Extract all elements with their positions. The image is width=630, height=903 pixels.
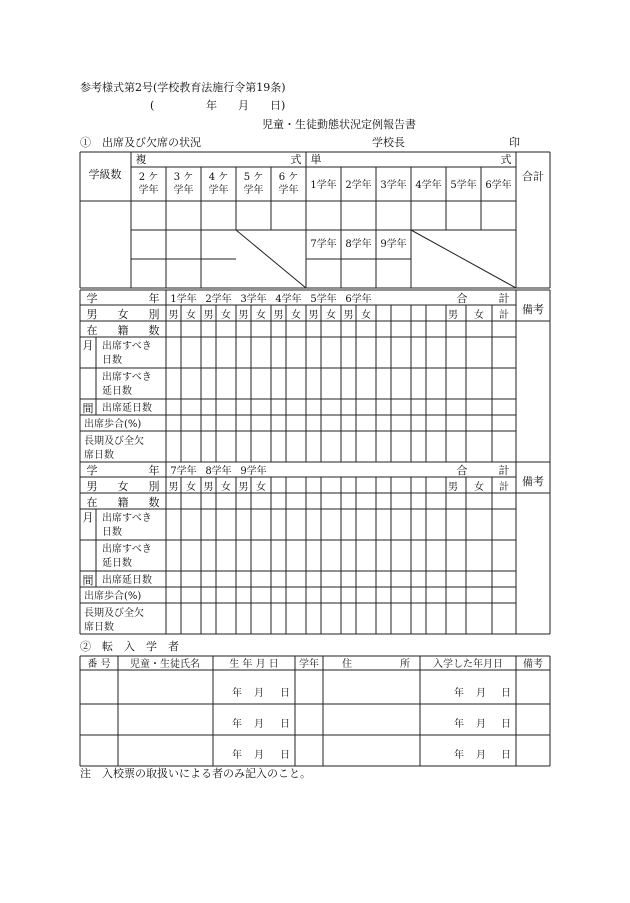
att-b-period-tsuki: 月 — [82, 511, 94, 524]
transfer-birth-day: 日 — [280, 750, 290, 761]
att-a-grade-header: 4学年 — [275, 294, 302, 305]
transfer-birth-month: 月 — [254, 688, 264, 699]
att-b-male: 男 — [168, 482, 179, 493]
att-b-sex-betsu: 別 — [148, 480, 160, 493]
note: 注 入校票の取扱いによる者のみ記入のこと。 — [80, 767, 311, 780]
combo-grade-bottom: 学年 — [243, 185, 264, 196]
att-a-female: 女 — [326, 310, 336, 321]
document-title: 児童・生徒動態状況定例報告書 — [262, 118, 416, 131]
att-a-row-line2: 延日数 — [102, 386, 132, 397]
upper-grade-label: 9学年 — [380, 239, 407, 250]
att-a-remarks: 備考 — [522, 303, 544, 316]
att-b-enrolled-c: 数 — [148, 496, 160, 509]
shiki-label: 式 — [290, 153, 302, 166]
single-grade-label: 1学年 — [310, 180, 337, 191]
att-a-enrolled-a: 在 — [86, 324, 98, 337]
combo-grade-bottom: 学年 — [173, 185, 194, 196]
att-b-period-kan: 間 — [82, 574, 94, 587]
att-a-grade-header: 1学年 — [170, 294, 197, 305]
att-b-long-absent-2: 席日数 — [84, 622, 114, 633]
transfer-birth-day: 日 — [280, 688, 290, 699]
att-b-male: 男 — [448, 482, 458, 493]
att-b-grade-header: 7学年 — [170, 466, 197, 477]
combo-grade-top: 3 ケ — [173, 172, 194, 183]
single-grade-label: 4学年 — [415, 180, 442, 191]
transfer-entry-month: 月 — [476, 719, 486, 730]
att-a-row-line1: 出席すべき — [102, 341, 152, 352]
att-b-attendance-rate: 出席歩合(%) — [84, 591, 142, 602]
transfer-address-b: 所 — [400, 659, 410, 670]
att-b-row-line1: 出席すべき — [102, 544, 152, 555]
class-count-label: 学級数 — [88, 168, 122, 181]
att-a-row-line1: 出席すべき — [102, 372, 152, 383]
att-b-sum: 計 — [499, 482, 509, 493]
att-b-enrolled-a: 在 — [86, 496, 98, 509]
transfer-birth-month: 月 — [254, 750, 264, 761]
att-b-sex-f: 女 — [117, 480, 129, 493]
transfer-birth-year: 年 — [232, 688, 242, 699]
transfer-address-a: 住 — [342, 659, 352, 670]
att-a-total-a: 合 — [456, 292, 468, 305]
total-label: 合計 — [522, 170, 544, 183]
att-a-male: 男 — [448, 310, 458, 321]
att-a-sex-m: 男 — [86, 308, 98, 321]
att-b-total-b: 計 — [498, 464, 510, 477]
att-a-long-absent: 長期及び全欠 — [84, 436, 144, 447]
att-a-enrolled-c: 数 — [148, 324, 160, 337]
att-b-male: 男 — [203, 482, 214, 493]
upper-grade-label: 8学年 — [345, 239, 372, 250]
transfer-entry-month: 月 — [476, 750, 486, 761]
att-a-female: 女 — [361, 310, 371, 321]
transfer-entry-year: 年 — [454, 688, 464, 699]
att-a-male: 男 — [203, 310, 214, 321]
transfer-birth-year: 年 — [232, 750, 242, 761]
att-a-grade-header: 3学年 — [240, 294, 267, 305]
section2-heading: ② 転 入 学 者 — [80, 640, 179, 653]
att-a-total-b: 計 — [498, 292, 510, 305]
att-a-period-tsuki: 月 — [82, 339, 94, 352]
att-b-total-a: 合 — [456, 464, 468, 477]
att-b-enrolled-b: 籍 — [117, 496, 129, 509]
att-a-female: 女 — [256, 310, 266, 321]
combo-grade-bottom: 学年 — [208, 185, 229, 196]
transfer-entry-year: 年 — [454, 719, 464, 730]
transfer-entry-day: 日 — [501, 750, 511, 761]
att-a-male: 男 — [308, 310, 319, 321]
transfer-number-header: 番 号 — [87, 659, 111, 670]
diagonal-stroke — [236, 230, 306, 288]
att-a-sex-f: 女 — [117, 308, 129, 321]
single-grade-label: 2学年 — [345, 180, 372, 191]
att-a-grade-label-b: 年 — [148, 292, 160, 305]
upper-grade-label: 7学年 — [310, 239, 337, 250]
date-open-paren: ( — [150, 99, 155, 112]
transfer-birth-header: 生 年 月 日 — [229, 659, 279, 670]
att-a-grade-label-a: 学 — [86, 292, 98, 305]
att-b-row-line1: 出席延日数 — [102, 575, 152, 586]
single-grade-label: 3学年 — [380, 180, 407, 191]
transfer-name-header: 児童・生徒氏名 — [130, 659, 200, 670]
tanshiki-label: 単 — [310, 153, 322, 166]
att-b-row-line2: 日数 — [102, 527, 122, 538]
combo-grade-top: 4 ケ — [208, 172, 229, 183]
att-a-male: 男 — [343, 310, 354, 321]
combo-grade-top: 2 ケ — [138, 172, 159, 183]
transfer-entry-month: 月 — [476, 688, 486, 699]
fukushiki-label: 複 — [135, 153, 147, 166]
att-b-grade-label-a: 学 — [86, 464, 98, 477]
att-b-grade-header: 8学年 — [205, 466, 232, 477]
transfer-birth-month: 月 — [254, 719, 264, 730]
att-a-grade-header: 6学年 — [345, 294, 372, 305]
att-b-grade-header: 9学年 — [240, 466, 267, 477]
att-b-female: 女 — [186, 482, 196, 493]
transfer-birth-year: 年 — [232, 719, 242, 730]
combo-grade-bottom: 学年 — [278, 185, 299, 196]
transfer-entry-header: 入学した年月日 — [433, 659, 503, 670]
date-month-label: 月 — [238, 99, 249, 112]
att-b-female: 女 — [221, 482, 231, 493]
transfer-remarks-header: 備考 — [523, 659, 543, 670]
att-a-enrolled-b: 籍 — [117, 324, 129, 337]
transfer-entry-day: 日 — [501, 688, 511, 699]
att-a-female: 女 — [291, 310, 301, 321]
att-a-grade-header: 5学年 — [310, 294, 337, 305]
single-grade-label: 6学年 — [485, 180, 512, 191]
att-a-male: 男 — [238, 310, 249, 321]
att-a-long-absent-2: 席日数 — [84, 450, 114, 461]
seal-label: 印 — [509, 136, 520, 149]
att-a-grade-header: 2学年 — [205, 294, 232, 305]
att-a-male: 男 — [273, 310, 284, 321]
transfer-entry-year: 年 — [454, 750, 464, 761]
att-a-row-line1: 出席延日数 — [102, 403, 152, 414]
att-b-female: 女 — [256, 482, 266, 493]
att-b-grade-label-b: 年 — [148, 464, 160, 477]
att-b-sex-m: 男 — [86, 480, 98, 493]
principal-label: 学校長 — [372, 136, 405, 149]
date-year-label: 年 — [206, 99, 217, 112]
transfer-grade-header: 学年 — [299, 659, 319, 670]
att-a-sex-betsu: 別 — [148, 308, 160, 321]
att-a-male: 男 — [168, 310, 179, 321]
shiki-label: 式 — [500, 153, 512, 166]
date-day-label: 日) — [270, 99, 286, 112]
combo-grade-bottom: 学年 — [138, 185, 159, 196]
combo-grade-top: 6 ケ — [278, 172, 299, 183]
form-reference: 参考様式第2号(学校教育法施行令第19条) — [80, 81, 286, 94]
att-a-row-line2: 日数 — [102, 355, 122, 366]
single-grade-label: 5学年 — [450, 180, 477, 191]
att-a-female: 女 — [221, 310, 231, 321]
section1-heading: ① 出席及び欠席の状況 — [80, 136, 201, 149]
att-a-attendance-rate: 出席歩合(%) — [84, 419, 142, 430]
att-a-female: 女 — [474, 310, 484, 321]
att-b-row-line2: 延日数 — [102, 558, 132, 569]
att-b-male: 男 — [238, 482, 249, 493]
att-b-row-line1: 出席すべき — [102, 513, 152, 524]
transfer-birth-day: 日 — [280, 719, 290, 730]
att-a-period-kan: 間 — [82, 402, 94, 415]
att-b-female: 女 — [474, 482, 484, 493]
combo-grade-top: 5 ケ — [243, 172, 264, 183]
att-b-remarks: 備考 — [522, 475, 544, 488]
att-a-female: 女 — [186, 310, 196, 321]
att-b-long-absent: 長期及び全欠 — [84, 608, 144, 619]
att-a-sum: 計 — [499, 310, 509, 321]
transfer-entry-day: 日 — [501, 719, 511, 730]
diagonal-stroke — [411, 230, 516, 288]
